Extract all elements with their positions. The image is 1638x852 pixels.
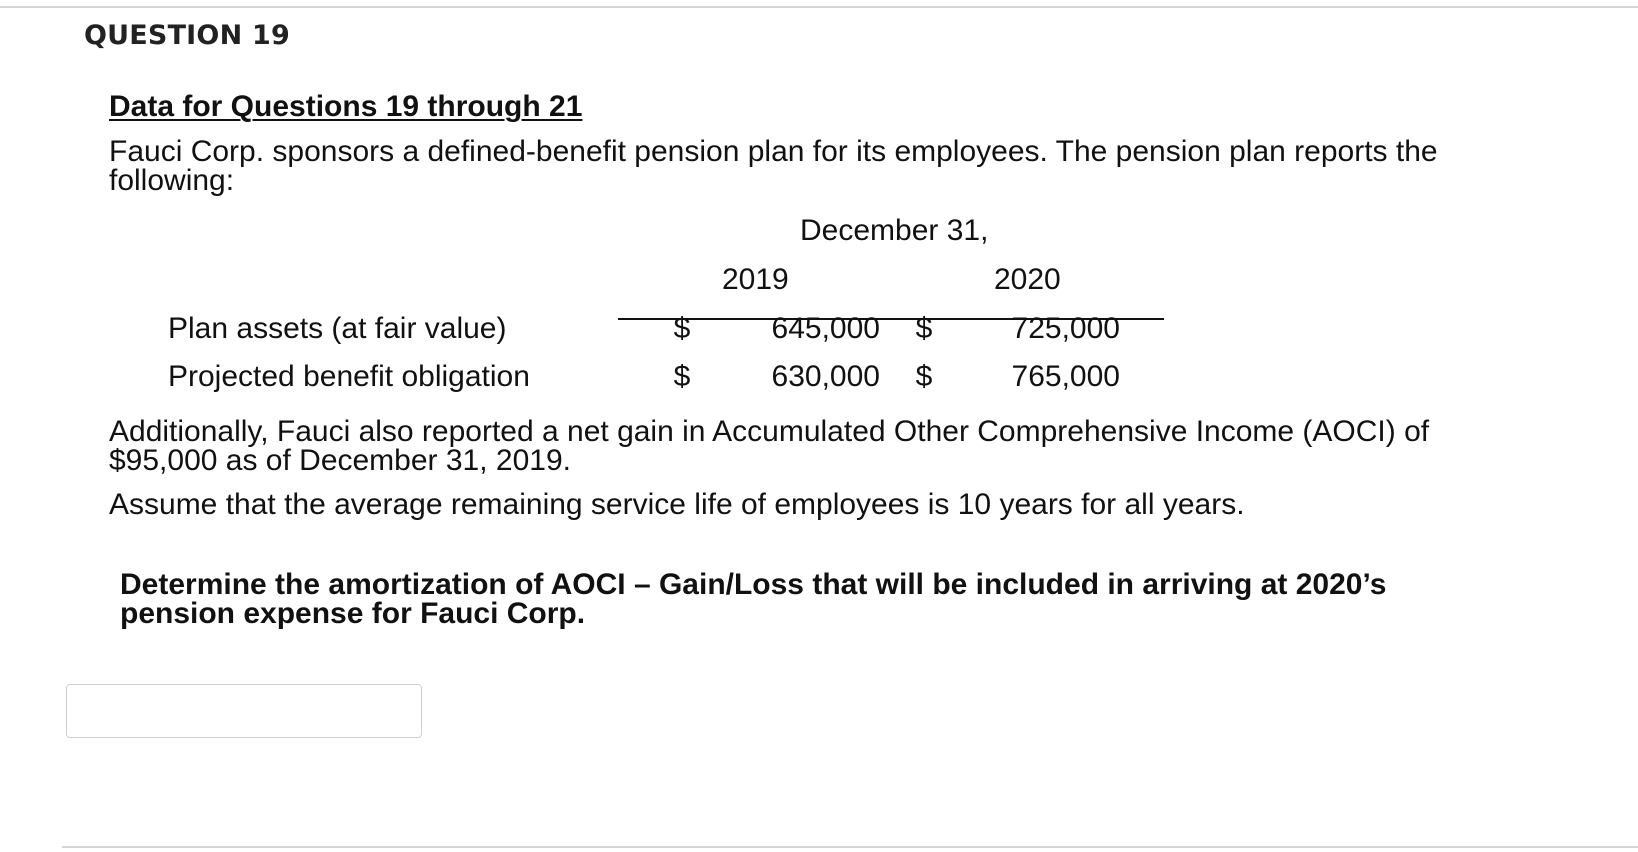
currency-symbol: $ xyxy=(673,312,691,345)
table-row-label: Projected benefit obligation xyxy=(168,360,530,393)
table-cell-value: 630,000 xyxy=(771,360,880,393)
intro-paragraph xyxy=(109,137,1438,195)
top-divider xyxy=(0,6,1638,8)
table-column-header-2020: 2020 xyxy=(994,263,1061,296)
answer-input[interactable] xyxy=(66,684,422,738)
task-line: Determine the amortization of AOCI – Gain/Loss that will be included in arriving at 2020’s xyxy=(120,568,1387,601)
task-line: pension expense for Fauci Corp. xyxy=(120,597,586,630)
aoci-paragraph xyxy=(109,417,1429,475)
question-number-label: QUESTION 19 xyxy=(84,20,290,51)
table-cell-value: 645,000 xyxy=(771,312,880,345)
table-cell-value: 725,000 xyxy=(1011,312,1120,345)
intro-line: Fauci Corp. sponsors a defined-benefit pension plan for its employees. The pension plan reports the xyxy=(109,135,1438,168)
table-cell-value: 765,000 xyxy=(1011,360,1120,393)
table-row-label: Plan assets (at fair value) xyxy=(168,312,507,345)
assumption-text: Assume that the average remaining service life of employees is 10 years for all years. xyxy=(109,488,1245,521)
data-section-heading: Data for Questions 19 through 21 xyxy=(109,90,583,123)
aoci-line: $95,000 as of December 31, 2019. xyxy=(109,444,571,477)
bottom-divider xyxy=(62,846,1638,848)
intro-line: following: xyxy=(109,164,235,197)
currency-symbol: $ xyxy=(673,360,691,393)
table-column-group-header: December 31, xyxy=(800,214,989,247)
aoci-line: Additionally, Fauci also reported a net gain in Accumulated Other Comprehensive Income (AOCI) of xyxy=(109,415,1430,448)
task-prompt xyxy=(120,570,1386,628)
currency-symbol: $ xyxy=(915,360,933,393)
currency-symbol: $ xyxy=(915,312,933,345)
table-column-header-2019: 2019 xyxy=(722,263,789,296)
